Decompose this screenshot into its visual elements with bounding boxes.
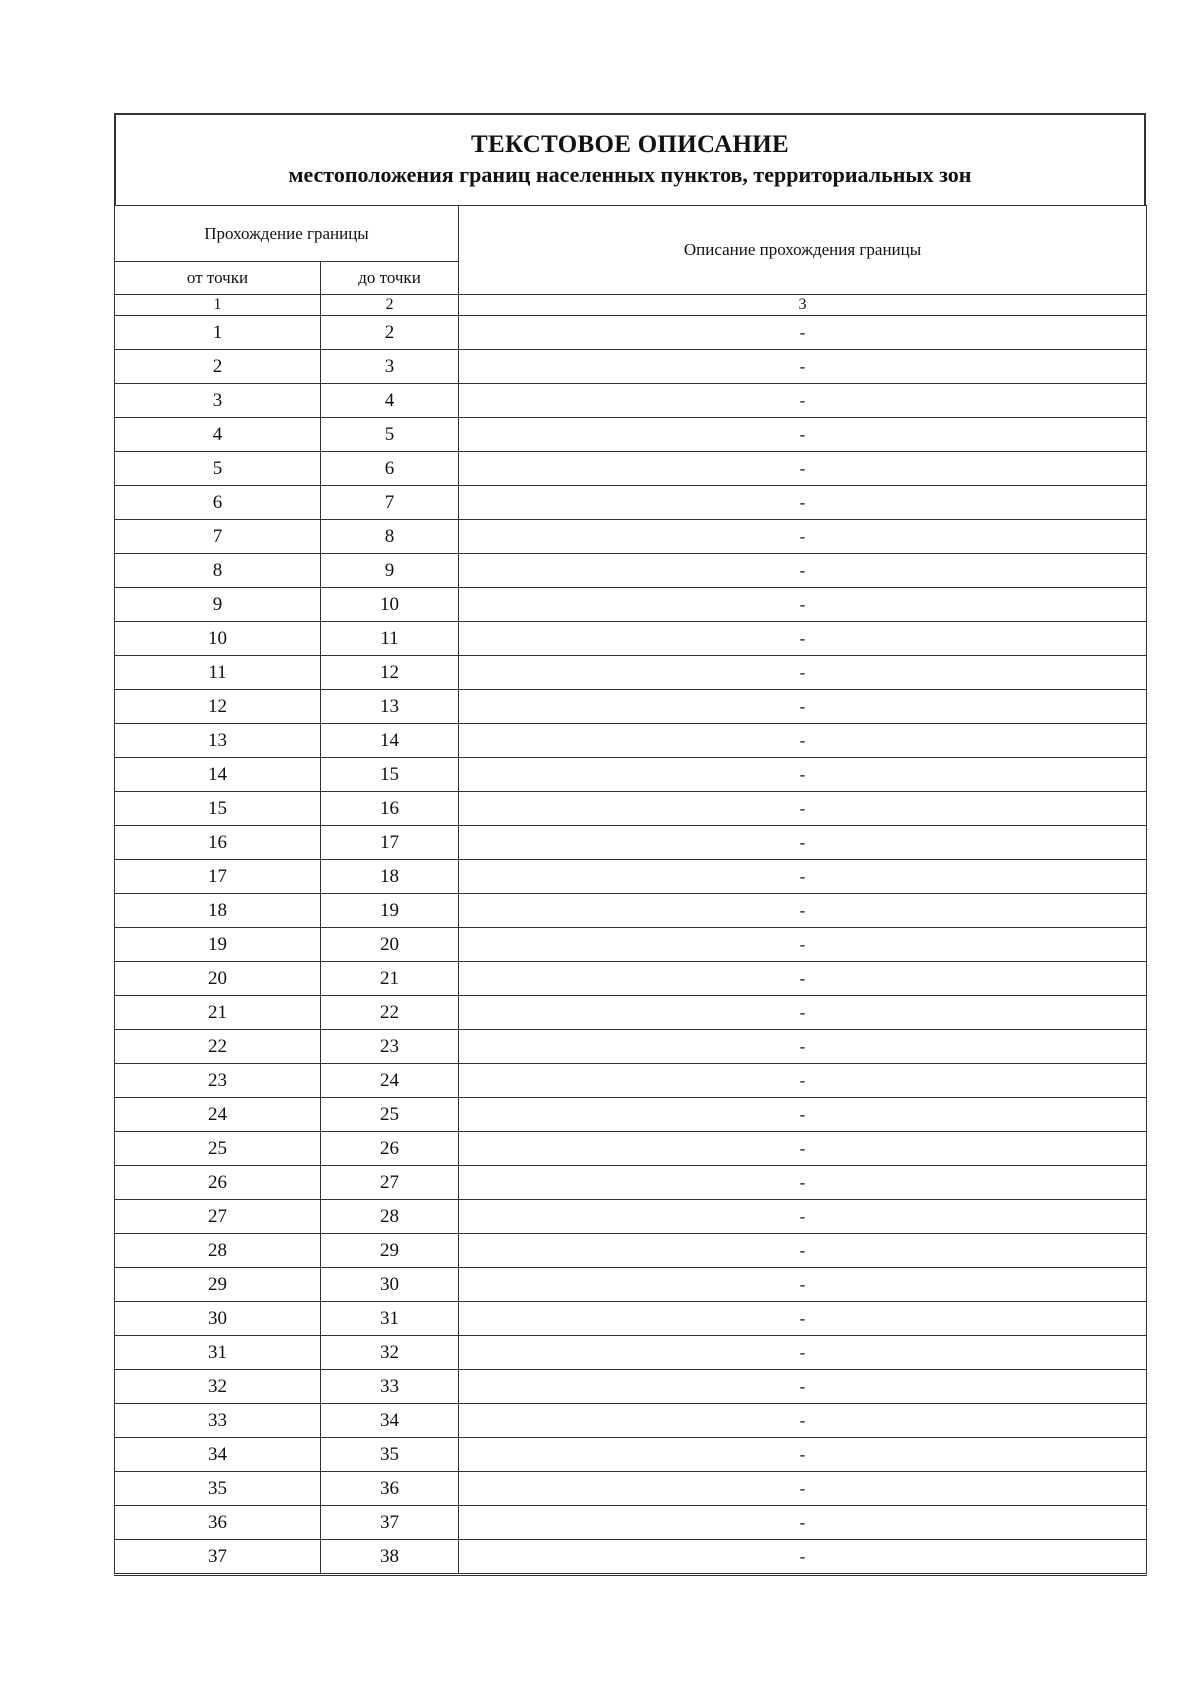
description-cell: - — [459, 1268, 1147, 1302]
from-point-cell: 10 — [115, 622, 321, 656]
from-point-cell: 7 — [115, 520, 321, 554]
table-row — [115, 1336, 1147, 1370]
description-cell: - — [459, 928, 1147, 962]
from-point-cell: 32 — [115, 1370, 321, 1404]
table-row — [115, 384, 1147, 418]
table-row — [115, 826, 1147, 860]
column-number-row — [115, 295, 1147, 316]
table-row — [115, 1302, 1147, 1336]
from-point-cell: 36 — [115, 1506, 321, 1540]
description-cell: - — [459, 690, 1147, 724]
column-number-2: 2 — [321, 295, 459, 316]
table-row — [115, 996, 1147, 1030]
from-point-cell: 20 — [115, 962, 321, 996]
to-point-cell: 9 — [321, 554, 459, 588]
from-point-cell: 14 — [115, 758, 321, 792]
to-point-cell: 17 — [321, 826, 459, 860]
table-header — [115, 206, 1147, 316]
from-point-cell: 9 — [115, 588, 321, 622]
description-cell: - — [459, 1540, 1147, 1575]
table-row — [115, 1540, 1147, 1575]
table-row — [115, 1506, 1147, 1540]
to-point-cell: 15 — [321, 758, 459, 792]
description-cell: - — [459, 622, 1147, 656]
table-row — [115, 962, 1147, 996]
to-point-cell: 21 — [321, 962, 459, 996]
to-point-cell: 29 — [321, 1234, 459, 1268]
to-point-cell: 13 — [321, 690, 459, 724]
from-point-cell: 18 — [115, 894, 321, 928]
header-to-point: до точки — [321, 262, 459, 295]
from-point-cell: 17 — [115, 860, 321, 894]
to-point-cell: 20 — [321, 928, 459, 962]
description-cell: - — [459, 1132, 1147, 1166]
table-row — [115, 792, 1147, 826]
description-cell: - — [459, 418, 1147, 452]
table-row — [115, 350, 1147, 384]
from-point-cell: 19 — [115, 928, 321, 962]
table-row — [115, 758, 1147, 792]
description-cell: - — [459, 1370, 1147, 1404]
to-point-cell: 38 — [321, 1540, 459, 1575]
table-row — [115, 656, 1147, 690]
boundary-description-document — [114, 113, 1146, 1576]
to-point-cell: 37 — [321, 1506, 459, 1540]
description-cell: - — [459, 1064, 1147, 1098]
from-point-cell: 12 — [115, 690, 321, 724]
from-point-cell: 4 — [115, 418, 321, 452]
from-point-cell: 22 — [115, 1030, 321, 1064]
from-point-cell: 11 — [115, 656, 321, 690]
from-point-cell: 25 — [115, 1132, 321, 1166]
description-cell: - — [459, 350, 1147, 384]
table-row — [115, 1098, 1147, 1132]
from-point-cell: 33 — [115, 1404, 321, 1438]
description-cell: - — [459, 1438, 1147, 1472]
to-point-cell: 10 — [321, 588, 459, 622]
description-cell: - — [459, 894, 1147, 928]
from-point-cell: 8 — [115, 554, 321, 588]
to-point-cell: 33 — [321, 1370, 459, 1404]
from-point-cell: 27 — [115, 1200, 321, 1234]
to-point-cell: 16 — [321, 792, 459, 826]
from-point-cell: 34 — [115, 1438, 321, 1472]
document-subtitle: местоположения границ населенных пунктов, территориальных зон — [288, 162, 972, 187]
table-row — [115, 418, 1147, 452]
description-cell: - — [459, 1030, 1147, 1064]
description-cell: - — [459, 486, 1147, 520]
table-row — [115, 1234, 1147, 1268]
table-row — [115, 520, 1147, 554]
to-point-cell: 26 — [321, 1132, 459, 1166]
table-body — [115, 316, 1147, 1575]
description-cell: - — [459, 962, 1147, 996]
to-point-cell: 8 — [321, 520, 459, 554]
table-row — [115, 1438, 1147, 1472]
to-point-cell: 31 — [321, 1302, 459, 1336]
from-point-cell: 30 — [115, 1302, 321, 1336]
description-cell: - — [459, 860, 1147, 894]
to-point-cell: 3 — [321, 350, 459, 384]
description-cell: - — [459, 316, 1147, 350]
to-point-cell: 5 — [321, 418, 459, 452]
description-cell: - — [459, 1302, 1147, 1336]
table-row — [115, 588, 1147, 622]
boundary-table — [114, 205, 1147, 1576]
description-cell: - — [459, 1166, 1147, 1200]
table-row — [115, 690, 1147, 724]
from-point-cell: 15 — [115, 792, 321, 826]
to-point-cell: 22 — [321, 996, 459, 1030]
to-point-cell: 28 — [321, 1200, 459, 1234]
to-point-cell: 32 — [321, 1336, 459, 1370]
table-row — [115, 554, 1147, 588]
to-point-cell: 11 — [321, 622, 459, 656]
table-row — [115, 1404, 1147, 1438]
table-row — [115, 1166, 1147, 1200]
from-point-cell: 1 — [115, 316, 321, 350]
to-point-cell: 30 — [321, 1268, 459, 1302]
from-point-cell: 21 — [115, 996, 321, 1030]
to-point-cell: 7 — [321, 486, 459, 520]
from-point-cell: 2 — [115, 350, 321, 384]
to-point-cell: 25 — [321, 1098, 459, 1132]
table-row — [115, 894, 1147, 928]
document-title: ТЕКСТОВОЕ ОПИСАНИЕ — [471, 131, 789, 158]
from-point-cell: 23 — [115, 1064, 321, 1098]
table-row — [115, 316, 1147, 350]
from-point-cell: 6 — [115, 486, 321, 520]
to-point-cell: 14 — [321, 724, 459, 758]
description-cell: - — [459, 452, 1147, 486]
from-point-cell: 5 — [115, 452, 321, 486]
description-cell: - — [459, 724, 1147, 758]
from-point-cell: 35 — [115, 1472, 321, 1506]
table-row — [115, 1370, 1147, 1404]
to-point-cell: 34 — [321, 1404, 459, 1438]
description-cell: - — [459, 1234, 1147, 1268]
from-point-cell: 29 — [115, 1268, 321, 1302]
column-number-1: 1 — [115, 295, 321, 316]
description-cell: - — [459, 1098, 1147, 1132]
from-point-cell: 31 — [115, 1336, 321, 1370]
description-cell: - — [459, 996, 1147, 1030]
from-point-cell: 26 — [115, 1166, 321, 1200]
header-description: Описание прохождения границы — [459, 206, 1147, 295]
column-number-3: 3 — [459, 295, 1147, 316]
table-row — [115, 1472, 1147, 1506]
from-point-cell: 37 — [115, 1540, 321, 1575]
to-point-cell: 24 — [321, 1064, 459, 1098]
from-point-cell: 28 — [115, 1234, 321, 1268]
to-point-cell: 27 — [321, 1166, 459, 1200]
to-point-cell: 36 — [321, 1472, 459, 1506]
table-row — [115, 1268, 1147, 1302]
table-row — [115, 1030, 1147, 1064]
description-cell: - — [459, 826, 1147, 860]
document-title-block — [114, 113, 1146, 205]
table-row — [115, 1200, 1147, 1234]
table-row — [115, 486, 1147, 520]
table-row — [115, 622, 1147, 656]
from-point-cell: 24 — [115, 1098, 321, 1132]
description-cell: - — [459, 1404, 1147, 1438]
description-cell: - — [459, 1472, 1147, 1506]
description-cell: - — [459, 520, 1147, 554]
to-point-cell: 19 — [321, 894, 459, 928]
to-point-cell: 23 — [321, 1030, 459, 1064]
table-row — [115, 1064, 1147, 1098]
description-cell: - — [459, 588, 1147, 622]
from-point-cell: 3 — [115, 384, 321, 418]
table-row — [115, 928, 1147, 962]
description-cell: - — [459, 1336, 1147, 1370]
header-boundary-passage: Прохождение границы — [115, 206, 459, 262]
from-point-cell: 13 — [115, 724, 321, 758]
to-point-cell: 18 — [321, 860, 459, 894]
to-point-cell: 35 — [321, 1438, 459, 1472]
table-row — [115, 452, 1147, 486]
description-cell: - — [459, 758, 1147, 792]
to-point-cell: 12 — [321, 656, 459, 690]
description-cell: - — [459, 554, 1147, 588]
to-point-cell: 2 — [321, 316, 459, 350]
description-cell: - — [459, 792, 1147, 826]
to-point-cell: 4 — [321, 384, 459, 418]
table-row — [115, 860, 1147, 894]
description-cell: - — [459, 1200, 1147, 1234]
table-row — [115, 724, 1147, 758]
description-cell: - — [459, 656, 1147, 690]
from-point-cell: 16 — [115, 826, 321, 860]
description-cell: - — [459, 1506, 1147, 1540]
to-point-cell: 6 — [321, 452, 459, 486]
description-cell: - — [459, 384, 1147, 418]
header-from-point: от точки — [115, 262, 321, 295]
table-row — [115, 1132, 1147, 1166]
